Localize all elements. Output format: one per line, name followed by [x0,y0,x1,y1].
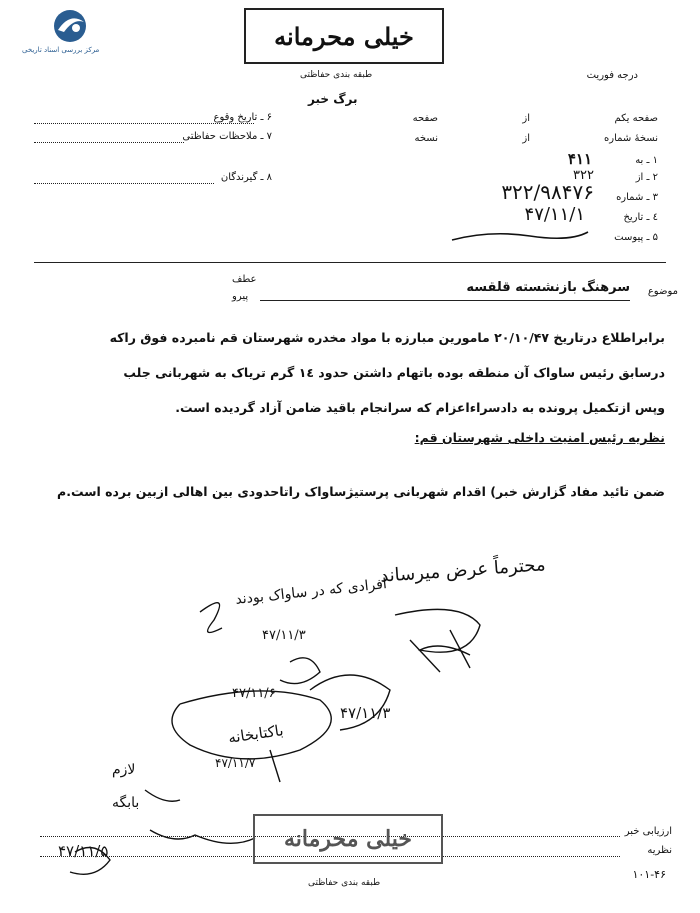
body-line-1: برابراطلاع درتاریخ ۲۰/۱۰/۴۷ مامورین مبارزه با مواد مخدره شهرستان قم نامبرده فوق راکه [109,330,665,345]
urgency-label: درجه فوریت [586,70,638,81]
handwritten-note-title: محترماً عرض میرساند [379,554,547,587]
handwritten-note-line: افرادی که در ساواک بودند [234,576,388,608]
archive-logo [22,8,122,58]
reference-atf: عطف [232,274,257,285]
handwritten-date-a: ۴۷/۱۱/۳ [262,628,306,643]
signature-10 [270,750,280,782]
classification-caption-top: طبقه بندی حفاظتی [300,70,373,80]
form-code: ۱۰۱-۴۶ [632,868,666,881]
item8-label: ۸ ـ گیرندگان [220,172,272,183]
signature-2 [395,609,480,655]
item1-value: ۴۱۱ [567,150,592,168]
handwritten-date-b: ۴۷/۱۱/۶ [232,686,276,701]
signature-7 [145,790,180,801]
item2-value: ۳۲۲ [573,168,594,183]
header-divider [34,262,666,263]
archive-caption: مرکز بررسی اسناد تاریخی [22,46,100,54]
copy-label: نسخهٔ شماره [604,133,658,144]
handwritten-left-note1: لازم [112,762,136,778]
item3-label: ۳ ـ شماره [616,192,658,203]
item6-line [34,123,254,124]
item7-label: ۷ ـ ملاحظات حفاظتی [182,131,272,142]
handwritten-left-date: ۴۷/۱۱/۵ [58,842,109,860]
subject-value: سرهنگ بازنشسته قلقسه [466,280,630,295]
handwritten-left-note2: بابگه [112,795,140,811]
subject-label: موضوع [647,286,678,297]
signature-3 [410,630,470,672]
item4-value: ۴۷/۱۱/۱ [524,204,585,225]
handwritten-date-d: ۴۷/۱۱/۷ [215,756,256,770]
item3-value: ۳۲۲/۹۸۴۷۶ [501,180,594,204]
classification-stamp-bottom: خیلی محرمانه [253,814,443,864]
item2-label: ۲ ـ از [635,172,658,183]
item8-line [34,183,214,184]
classification-caption-bottom: طبقه بندی حفاظتی [308,878,381,888]
signature-1 [200,603,222,633]
right-fields [380,0,700,250]
handwritten-date-c: ۴۷/۱۱/۳ [340,704,391,722]
handwritten-stroke [450,226,590,256]
item5-label: ۵ ـ پیوست [614,232,658,243]
item7-line [34,142,184,143]
handwritten-note-c: باکتابخانه [227,721,285,747]
footer-value-label: ارزیابی خبر [624,826,672,837]
item6-label: ۶ ـ تاریخ وقوع [213,112,272,123]
footer-opinion-label: نظریه [647,845,672,856]
subject-line [260,300,630,301]
page-of-label: از [522,113,530,124]
copy-suffix: نسخه [414,133,438,144]
item1-label: ۱ ـ به [635,155,658,166]
form-title: برگ خبر [308,92,358,106]
item4-label: ٤ ـ تاریخ [623,212,658,223]
reference-peyro: پیرو [232,291,249,302]
opinion-text: ضمن تائید مفاد گزارش خبر) اقدام شهربانی پرستیژساواک راتاحدودی بین اهالی ازبین برده است.م [57,484,665,499]
body-line-3: وپس ازتکمیل پرونده به دادسراءاعزام که سرانجام باقید ضامن آزاد گردیده است. [175,400,665,415]
opinion-heading: نظریه رئیس امنیت داخلی شهرستان قم: [414,430,665,445]
page-suffix: صفحه [412,113,438,124]
page-label: صفحه یکم [614,113,658,124]
archive-emblem-icon [50,8,90,44]
classification-stamp-top: خیلی محرمانه [244,8,444,64]
body-line-2: درسابق رئیس ساواک آن منطقه بوده باتهام داشتن حدود ۱٤ گرم تریاک به شهربانی جلب [123,365,665,380]
copy-of-label: از [522,133,530,144]
signature-4 [280,658,320,684]
